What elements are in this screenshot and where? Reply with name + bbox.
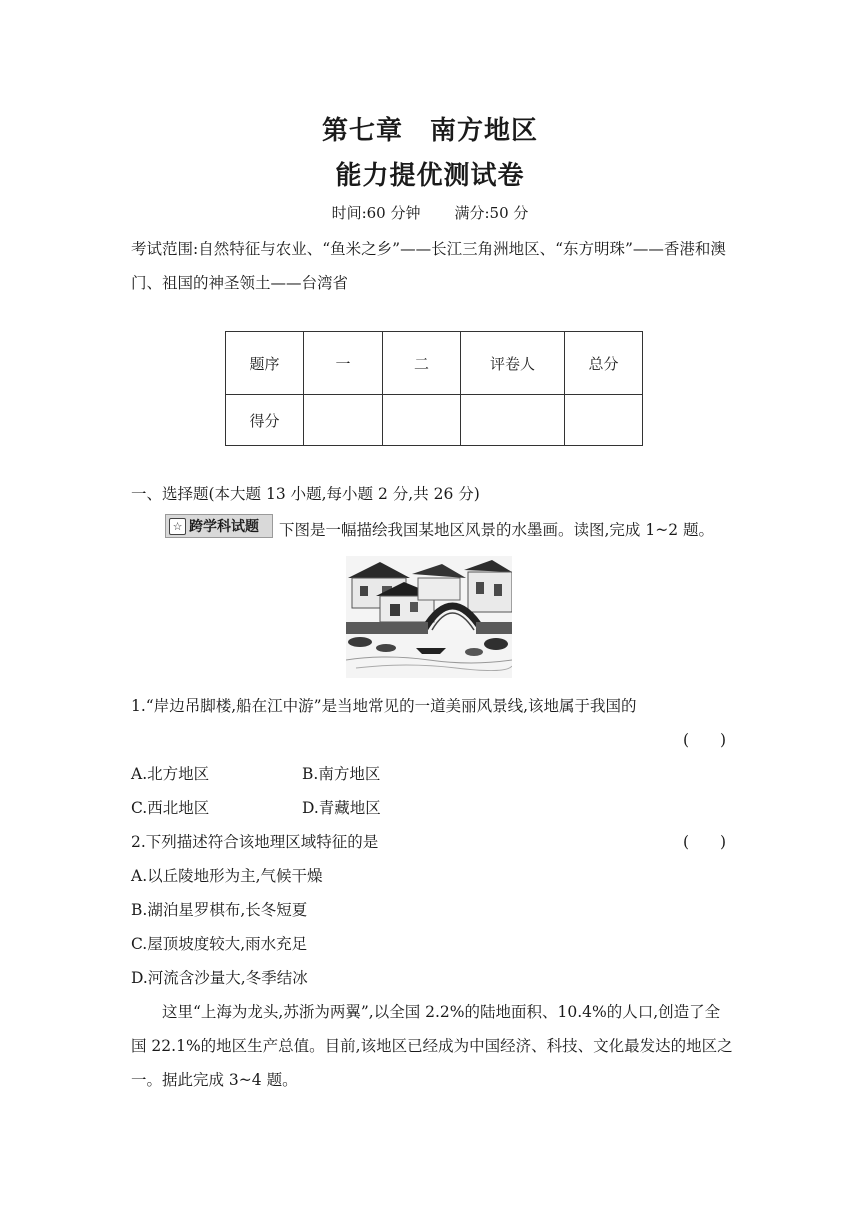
- option-b[interactable]: B.南方地区: [302, 765, 381, 783]
- exam-title: 能力提优测试卷: [335, 161, 525, 191]
- star-icon: ☆: [169, 518, 186, 535]
- question-1-stem: 1.“岸边吊脚楼,船在江中游”是当地常见的一道美丽风景线,该地属于我国的: [131, 697, 637, 715]
- option-b[interactable]: B.湖泊星罗棋布,长冬短夏: [131, 901, 308, 919]
- table-header-cell: 评卷人: [461, 332, 565, 395]
- section-heading: 一、选择题(本大题 13 小题,每小题 2 分,共 26 分): [131, 485, 480, 503]
- option-d[interactable]: D.青藏地区: [302, 799, 381, 817]
- option-c[interactable]: C.西北地区: [131, 799, 210, 817]
- chapter-title: 第七章 南方地区: [321, 116, 538, 146]
- score-label: 满分:50 分: [454, 204, 529, 222]
- reading-passage: 这里“上海为龙头,苏浙为两翼”,以全国 2.2%的陆地面积、10.4%的人口,创造了全国 22.1%的地区生产总值。目前,该地区已经成为中国经济、科技、文化最发达的地区之一。据此完成 3~4 题。: [131, 1003, 733, 1089]
- question-2-stem: 2.下列描述符合该地理区域特征的是: [131, 833, 379, 851]
- table-header-cell: 题序: [226, 332, 304, 395]
- exam-scope: 考试范围:自然特征与农业、“鱼米之乡”——长江三角洲地区、“东方明珠”——香港和澳门、祖国的神圣领土——台湾省: [131, 240, 726, 292]
- score-table-row: [226, 395, 643, 446]
- score-cell[interactable]: [304, 395, 383, 446]
- answer-blank[interactable]: ( ): [683, 731, 727, 749]
- table-header-cell: 总分: [565, 332, 643, 395]
- score-table-header-row: [226, 332, 643, 395]
- table-header-cell: 一: [304, 332, 383, 395]
- option-c[interactable]: C.屋顶坡度较大,雨水充足: [131, 935, 308, 953]
- score-table: [225, 331, 643, 446]
- badge-label: 跨学科试题: [189, 519, 259, 535]
- option-a[interactable]: A.北方地区: [131, 765, 210, 783]
- table-header-cell: 二: [383, 332, 461, 395]
- score-cell[interactable]: [565, 395, 643, 446]
- time-label: 时间:60 分钟: [331, 204, 421, 222]
- option-a[interactable]: A.以丘陵地形为主,气候干燥: [131, 867, 323, 885]
- option-d[interactable]: D.河流含沙量大,冬季结冰: [131, 969, 308, 987]
- exam-info: [0, 202, 860, 223]
- cross-subject-badge: [165, 514, 273, 538]
- answer-blank[interactable]: ( ): [683, 833, 727, 851]
- ink-painting-image: [346, 556, 512, 678]
- question-intro: 下图是一幅描绘我国某地区风景的水墨画。读图,完成 1~2 题。: [279, 521, 714, 539]
- score-cell[interactable]: [461, 395, 565, 446]
- table-row-label: 得分: [226, 395, 304, 446]
- score-cell[interactable]: [383, 395, 461, 446]
